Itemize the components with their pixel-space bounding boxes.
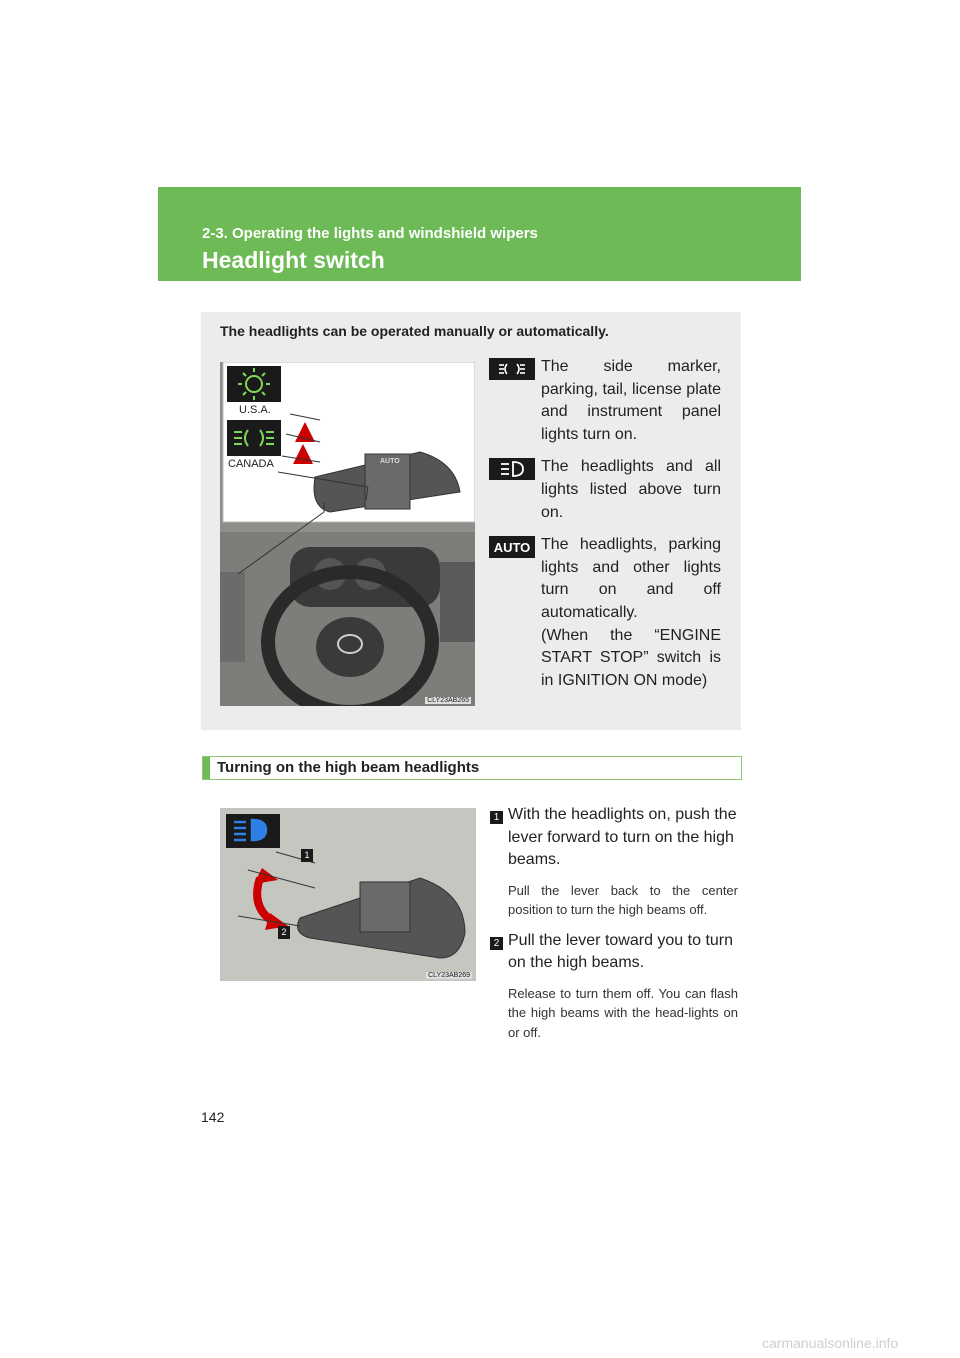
definition-auto [489, 534, 721, 692]
intro-panel [201, 312, 741, 730]
light-definitions [489, 356, 721, 700]
step-note: Release to turn them off. You can flash the high beams with the head-lights on or off. [508, 985, 738, 1040]
step-number: 1 [490, 811, 503, 824]
definition-text: The headlights, parking lights and other lights turn on and off automatically. (When the “ENGINE START STOP” switch is in IGNITION ON mode) [541, 536, 721, 689]
parking-lights-icon [489, 358, 535, 380]
auto-icon: AUTO [489, 536, 535, 558]
step-2 [490, 930, 738, 1043]
definition-text: The headlights and all lights listed above turn on. [541, 458, 721, 521]
subsection-accent-bar [203, 757, 210, 779]
intro-text: The headlights can be operated manually or automatically. [220, 323, 609, 339]
high-beam-steps [490, 804, 738, 1052]
subsection-title: Turning on the high beam headlights [217, 759, 480, 776]
section-title: 2-3. Operating the lights and windshield wipers [202, 225, 538, 242]
figure-code: CLY23AB265 [427, 697, 469, 704]
headlight-switch-figure [220, 362, 475, 706]
step-marker-2: 2 [278, 926, 290, 939]
step-note: Pull the lever back to the center position to turn the high beams off. [508, 882, 738, 918]
step-1 [490, 804, 738, 920]
canada-label: CANADA [228, 458, 274, 470]
usa-label: U.S.A. [239, 404, 271, 416]
step-text: With the headlights on, push the lever forward to turn on the high beams. [508, 806, 737, 869]
figure-code: CLY23AB269 [428, 972, 470, 979]
definition-text: The side marker, parking, tail, license plate and instrument panel lights turn on. [541, 358, 721, 443]
page-title: Headlight switch [202, 247, 385, 273]
subsection-heading [202, 756, 742, 780]
page-number: 142 [201, 1109, 225, 1125]
lever-auto-label: AUTO [380, 458, 400, 465]
section-header [158, 187, 801, 281]
definition-headlights [489, 456, 721, 524]
definition-parking-lights [489, 356, 721, 446]
watermark: carmanualsonline.info [762, 1335, 899, 1351]
step-number: 2 [490, 937, 503, 950]
high-beam-figure [220, 808, 476, 981]
step-text: Pull the lever toward you to turn on the high beams. [508, 931, 734, 972]
high-beam-lever-illustration [220, 808, 476, 981]
headlights-icon [489, 458, 535, 480]
step-marker-1: 1 [301, 849, 313, 862]
